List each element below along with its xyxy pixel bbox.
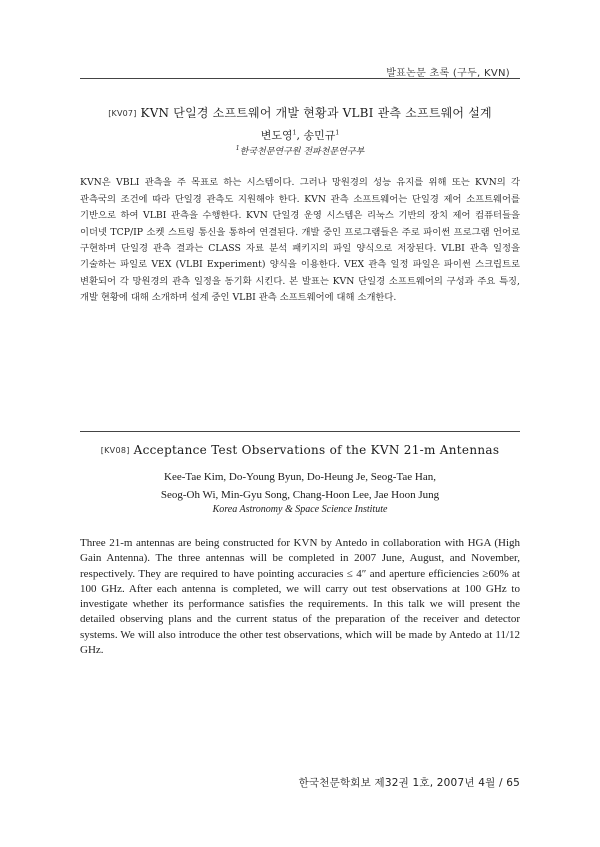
abstract-kv07-affiliation (0, 144, 600, 157)
authors-line: Kee-Tae Kim, Do-Young Byun, Do-Heung Je, Seog-Tae Han, (164, 471, 436, 483)
abstract-kv07-body: KVN은 VBLI 관측을 주 목표로 하는 시스템이다. 그러나 망원경의 성능 유지를 위해 또는 KVN의 각 관측국의 조건에 따라 단일경 관측도 지원해야 한다. KVN 관측 소프트웨어는 단일경 제어 소프트웨어를 기반으로 하여 VLBI 관측을 수행한다. KVN 단일경 운영 시스템은 리눅스 기반의 장치 제어 컴퓨터들을 이더넷 TCP/IP 소켓 스트링 통신을 통하여 연결된다. 개발 중인 프로그램들은 주로 파이썬 프로그램 언어로 구현하며 단일경 관측 결과는 CLASS 자료 분석 패키지의 파일 양식으로 저장된다. VLBI 관측 일정을 기술하는 파일로 VEX (VLBI Experiment) 양식을 이용한다. VEX 관측 일정 파일은 파이썬 스크립트로 변환되어 각 망원경의 관측 일정을 동기화 시킨다. 본 발표는 KVN 단일경 소프트웨어의 구성과 주요 특징, 개발 현황에 대해 소개하며 설계 중인 VLBI 관측 소프트웨어에 대해 소개한다. (80, 177, 520, 304)
author-affil-marker: 1 (335, 129, 340, 137)
abstract-title: KVN 단일경 소프트웨어 개발 현황과 VLBI 관측 소프트웨어 설계 (140, 106, 492, 120)
abstract-kv08-affiliation: Korea Astronomy & Space Science Institute (212, 504, 388, 515)
abstract-kv08-body: Three 21-m antennas are being constructed for KVN by Antedo in collaboration with HGA (High Gain Antenna). The three antennas will be completed in 2007 June, August, and November, respectively. They are required to have pointing accuracies ≤ 4″ and aperture efficiencies ≥60% at 100 GHz. After each antenna is completed, we will carry out test observations at 100 GHz to investigate whether its performance satisfies the requirements. In this talk we will present the detailed observing plans and the current status of the preparation of the receiver and detector systems. We will also introduce the other test observations, which will be made by Antedo at 11/12 GHz. (80, 537, 520, 657)
author-separator: , (296, 129, 304, 142)
affiliation-text: 한국천문연구원 전파천문연구부 (239, 147, 365, 157)
abstract-title: Acceptance Test Observations of the KVN 21-m Antennas (133, 443, 500, 457)
author-name: 송민규 (303, 129, 336, 142)
section-divider (80, 431, 520, 432)
abstract-kv07-title (0, 104, 600, 121)
authors-line: Seog-Oh Wi, Min-Gyu Song, Chang-Hoon Lee, Jae Hoon Jung (160, 489, 440, 501)
author-affil-marker: 1 (292, 129, 297, 137)
header-rule (80, 78, 520, 79)
author-name: 변도영 (260, 129, 293, 142)
abstract-kv07-authors (0, 127, 600, 143)
abstract-kv08-title (0, 443, 600, 457)
affil-marker: 1 (235, 145, 240, 152)
abstract-kv08-authors (0, 468, 600, 504)
abstract-code: [KV08] (100, 446, 130, 455)
section-label: 발표논문 초록 (구두, KVN) (386, 68, 510, 79)
page-footer-citation: 한국천문학회보 제32권 1호, 2007년 4월 / 65 (298, 777, 520, 789)
abstract-code: [KV07] (108, 109, 137, 118)
